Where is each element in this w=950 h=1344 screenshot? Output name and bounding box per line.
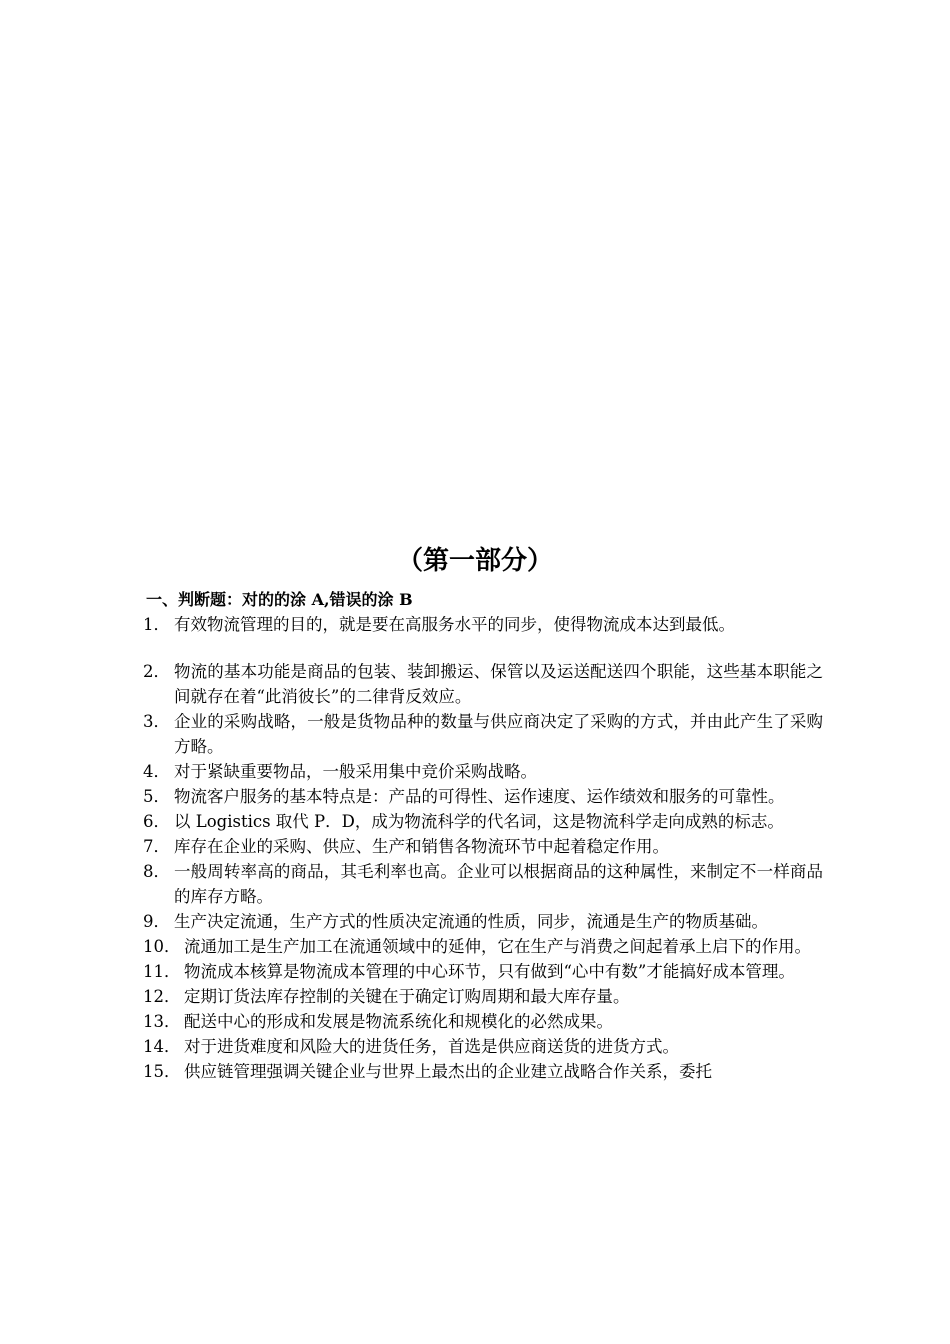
question-number: 4． (143, 762, 170, 781)
question-text: 定期订货法库存控制的关键在于确定订购周期和最大库存量。 (184, 987, 630, 1006)
part-title: （第一部分） (396, 546, 553, 576)
question-item (143, 659, 823, 709)
question-item (143, 1034, 823, 1059)
question-number: 11． (143, 962, 181, 981)
question-text: 物流客户服务的基本特点是：产品的可得性、运作速度、运作绩效和服务的可靠性。 (174, 787, 785, 806)
question-item (143, 859, 823, 909)
question-number: 1． (143, 615, 170, 634)
question-number: 12． (143, 987, 181, 1006)
question-text: 物流成本核算是物流成本管理的中心环节，只有做到“心中有数”才能搞好成本管理。 (184, 962, 795, 981)
question-number: 2． (143, 662, 170, 681)
question-text: 流通加工是生产加工在流通领域中的延伸，它在生产与消费之间起着承上启下的作用。 (184, 937, 811, 956)
question-text: 对于进货难度和风险大的进货任务，首选是供应商送货的进货方式。 (184, 1037, 679, 1056)
question-text: 对于紧缺重要物品，一般采用集中竞价采购战略。 (174, 762, 537, 781)
question-text: 以 Logistics 取代 P．D，成为物流科学的代名词，这是物流科学走向成熟的标志。 (174, 812, 784, 831)
question-number: 10． (143, 937, 181, 956)
question-text: 有效物流管理的目的，就是要在高服务水平的同步，使得物流成本达到最低。 (174, 615, 735, 634)
question-item (143, 809, 823, 834)
question-text: 配送中心的形成和发展是物流系统化和规模化的必然成果。 (184, 1012, 613, 1031)
question-number: 3． (143, 712, 170, 731)
question-item (143, 1009, 823, 1034)
question-number: 13． (143, 1012, 181, 1031)
question-number: 7． (143, 837, 170, 856)
section-heading: 一、判断题：对的的涂 A,错误的涂 B (146, 590, 413, 609)
question-item (143, 984, 823, 1009)
question-item (143, 784, 823, 809)
question-number: 5． (143, 787, 170, 806)
question-list (143, 612, 823, 1084)
question-item (143, 909, 823, 934)
question-item (143, 834, 823, 859)
question-item (143, 709, 823, 759)
question-item (143, 612, 823, 637)
question-number: 14． (143, 1037, 181, 1056)
question-item (143, 759, 823, 784)
question-text: 生产决定流通，生产方式的性质决定流通的性质，同步，流通是生产的物质基础。 (174, 912, 768, 931)
question-number: 6． (143, 812, 170, 831)
question-text: 物流的基本功能是商品的包装、装卸搬运、保管以及运送配送四个职能，这些基本职能之间就存在着“此消彼长”的二律背反效应。 (174, 662, 823, 706)
question-text: 供应链管理强调关键企业与世界上最杰出的企业建立战略合作关系，委托 (184, 1062, 712, 1081)
question-text: 企业的采购战略，一般是货物品种的数量与供应商决定了采购的方式，并由此产生了采购方略。 (174, 712, 823, 756)
question-number: 8． (143, 862, 170, 881)
question-item (143, 1059, 823, 1084)
question-number: 15． (143, 1062, 181, 1081)
question-text: 库存在企业的采购、供应、生产和销售各物流环节中起着稳定作用。 (174, 837, 669, 856)
question-number: 9． (143, 912, 170, 931)
question-text: 一般周转率高的商品，其毛利率也高。企业可以根据商品的这种属性，来制定不一样商品的库存方略。 (174, 862, 823, 906)
question-item (143, 934, 823, 959)
question-item (143, 959, 823, 984)
